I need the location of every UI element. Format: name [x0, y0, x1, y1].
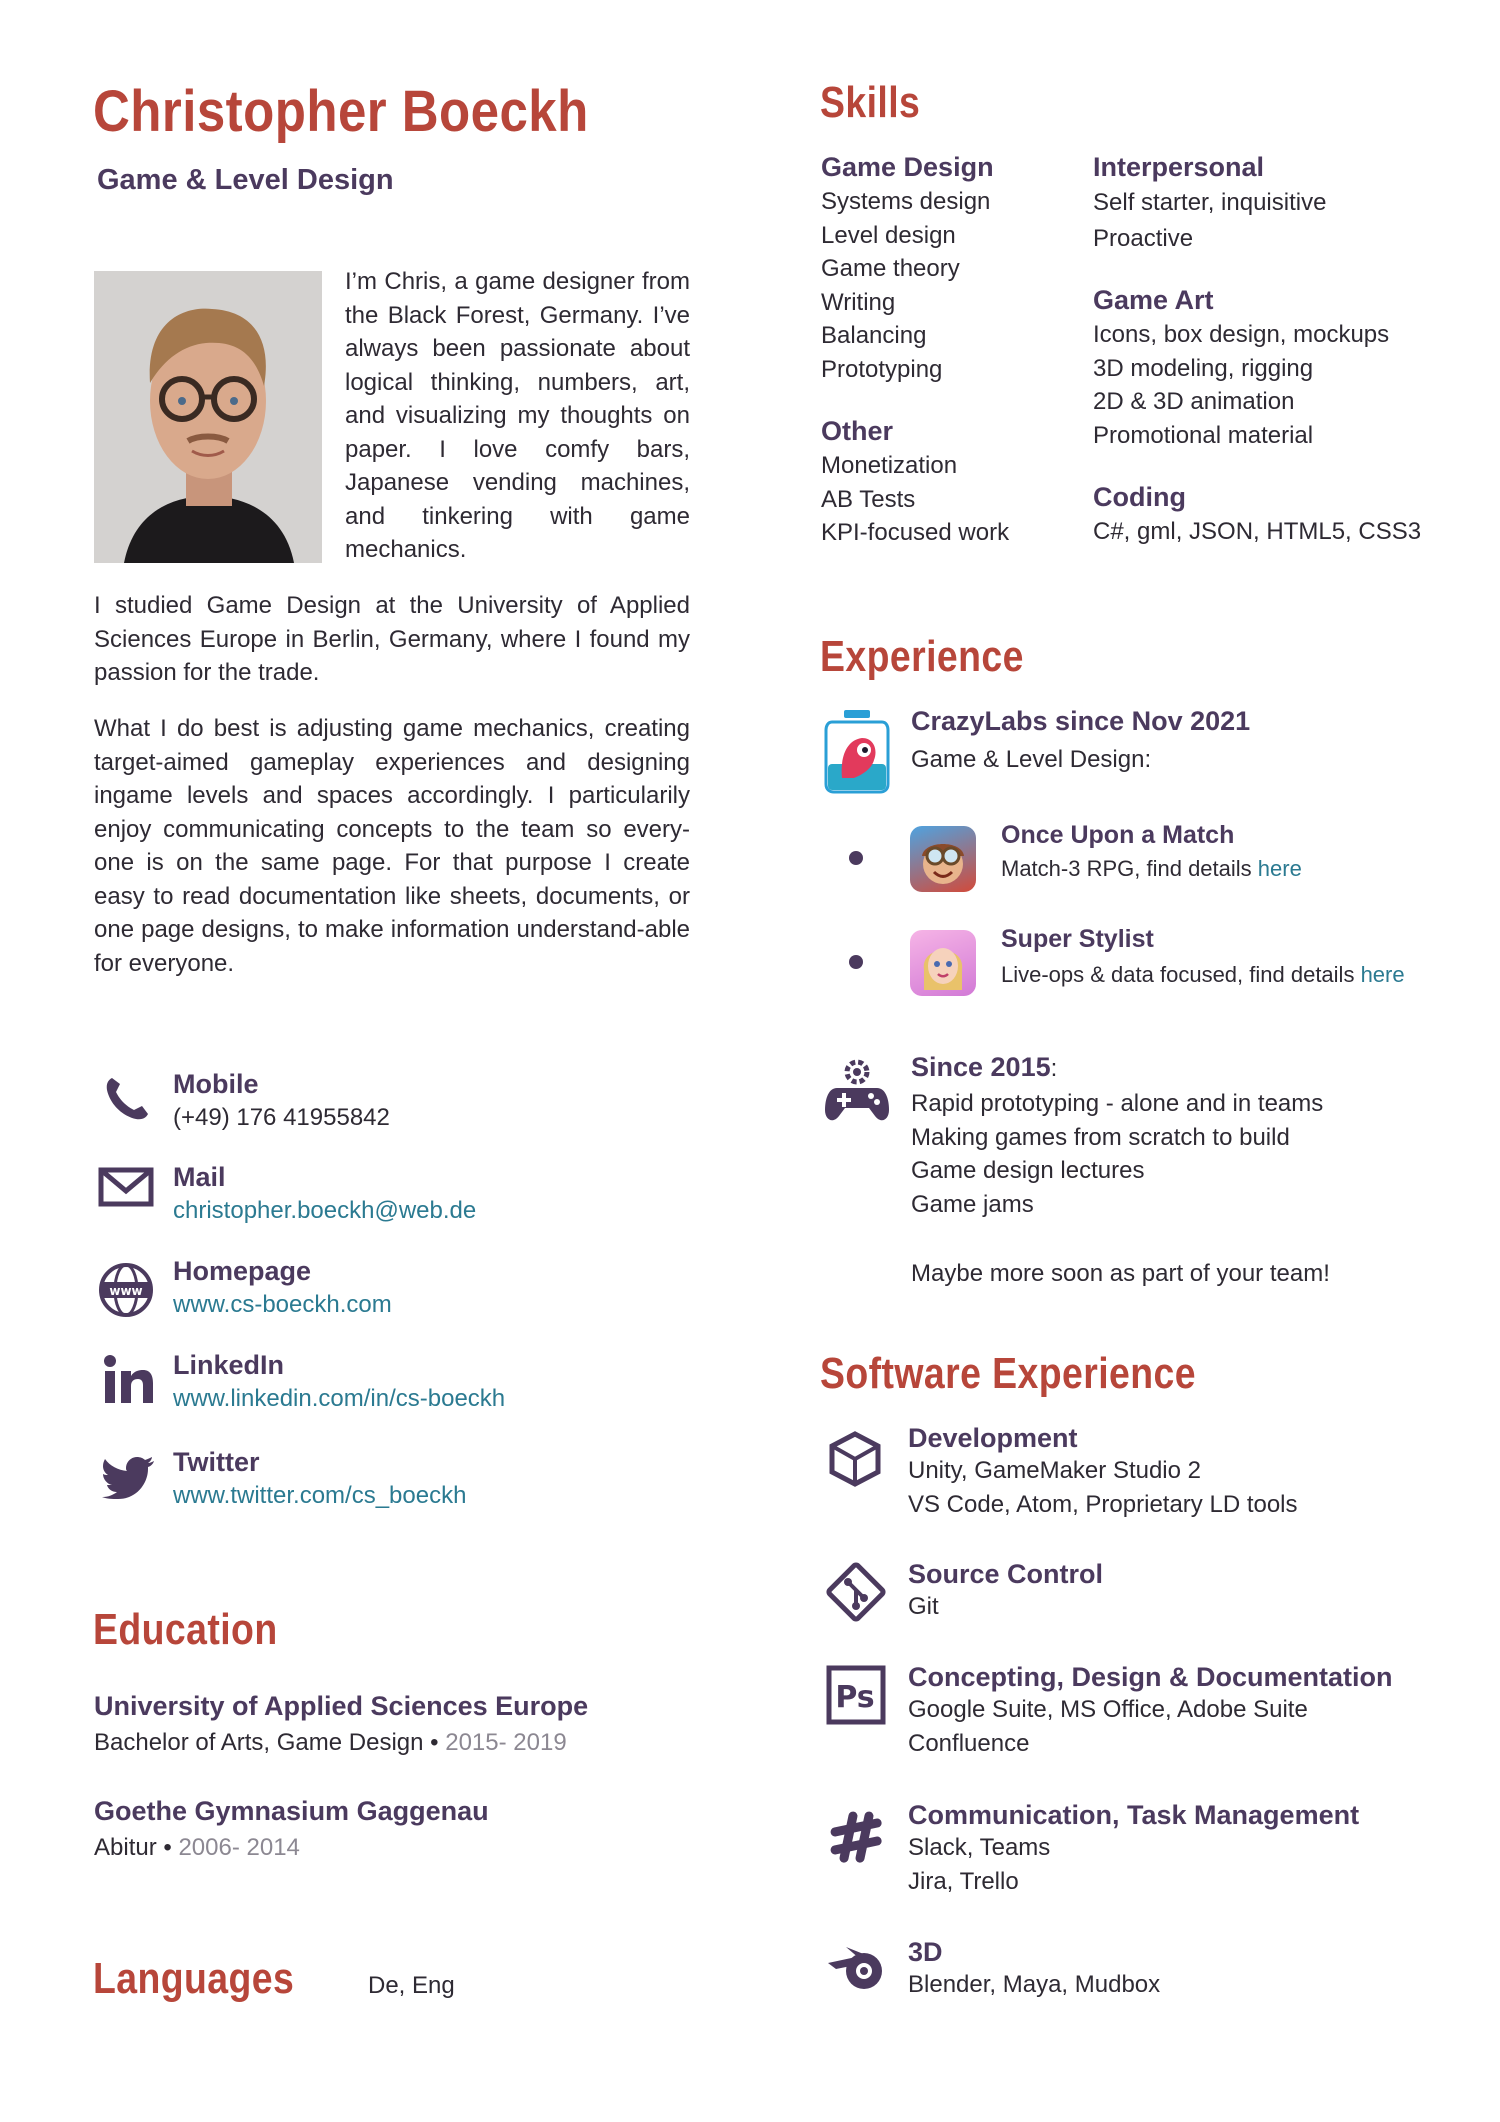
- software-group-title: Concepting, Design & Documentation: [908, 1662, 1393, 1692]
- software-group: [908, 1800, 1359, 1898]
- skills-game-design: [821, 152, 994, 386]
- twitter-icon: [102, 1455, 156, 1499]
- skill-item: Systems design: [821, 188, 991, 215]
- contact-label-homepage: Homepage: [173, 1256, 312, 1286]
- skill-item: 3D modeling, rigging: [1093, 354, 1314, 382]
- experience-company-role: Game & Level Design:: [911, 746, 1152, 773]
- software-line: VS Code, Atom, Proprietary LD tools: [908, 1490, 1298, 1518]
- contact-twitter-link[interactable]: www.twitter.com/cs_boeckh: [173, 1482, 467, 1509]
- svg-text:www: www: [109, 1284, 143, 1298]
- software-group: [908, 1937, 1160, 2002]
- contact-label-mobile: Mobile: [173, 1069, 259, 1099]
- skill-item: Writing: [821, 288, 896, 316]
- gamepad-gear-icon: [823, 1058, 891, 1126]
- skills-group-title: Other: [821, 416, 894, 446]
- education-separator: •: [163, 1834, 172, 1861]
- profile-photo: [94, 271, 322, 563]
- skill-item: Level design: [821, 221, 956, 249]
- since-colon: :: [1050, 1055, 1058, 1082]
- linkedin-icon: [103, 1355, 155, 1407]
- experience-note: Maybe more soon as part of your team!: [911, 1260, 1330, 1287]
- game-description: Match-3 RPG, find details: [1001, 856, 1258, 881]
- skill-item: Icons, box design, mockups: [1093, 321, 1390, 348]
- software-group: [908, 1423, 1298, 1521]
- software-group-title: Communication, Task Management: [908, 1800, 1360, 1830]
- skill-item: 2D & 3D animation: [1093, 388, 1295, 415]
- education-separator: •: [430, 1729, 439, 1756]
- skill-item: Proactive: [1093, 225, 1194, 252]
- role-subtitle: Game & Level Design: [97, 164, 394, 196]
- git-icon: [826, 1562, 886, 1622]
- slack-icon: [826, 1807, 886, 1867]
- software-line: Confluence: [908, 1729, 1030, 1757]
- game-description: Live-ops & data focused, find details: [1001, 962, 1361, 987]
- page-title: Christopher Boeckh: [93, 79, 589, 144]
- experience-heading: Experience: [820, 632, 1024, 681]
- skills-other: [821, 416, 1009, 550]
- contact-homepage-link[interactable]: www.cs-boeckh.com: [173, 1291, 392, 1318]
- software-group: [908, 1559, 1103, 1624]
- photoshop-icon: [826, 1665, 886, 1725]
- mail-icon: [98, 1167, 154, 1207]
- since-item: Rapid prototyping - alone and in teams: [911, 1090, 1324, 1117]
- skill-item: Promotional material: [1093, 421, 1314, 449]
- skills-group-title: Coding: [1093, 482, 1186, 512]
- crazylabs-logo-icon: [824, 708, 890, 794]
- skill-item: Prototyping: [821, 355, 943, 383]
- software-group-title: 3D: [908, 1937, 943, 1967]
- software-line: Unity, GameMaker Studio 2: [908, 1457, 1202, 1484]
- education-degree: Bachelor of Arts, Game Design: [94, 1729, 424, 1756]
- skills-group-title: Game Art: [1093, 285, 1214, 315]
- game-details-link[interactable]: here: [1257, 856, 1302, 881]
- blender-icon: [826, 1943, 888, 1993]
- unity-icon: [826, 1430, 884, 1488]
- software-line: Google Suite, MS Office, Adobe Suite: [908, 1696, 1308, 1723]
- skill-item: C#, gml, JSON, HTML5, CSS3: [1093, 518, 1422, 545]
- software-line: Slack, Teams: [908, 1834, 1051, 1861]
- education-entry: [94, 1691, 588, 1760]
- about-best: What I do best is adjusting game mechanics, creating target-aimed gameplay experiences and designing ingame levels and spaces accordingly. I particularily enjoy communicating concepts to the team so every-one is on the same page. For that purpose I create easy to read documentation like sheets, documents, or one page designs, to make information understand-able for everyone.: [94, 715, 690, 977]
- bullet-icon: [849, 851, 863, 865]
- software-heading: Software Experience: [820, 1349, 1197, 1398]
- software-line: Jira, Trello: [908, 1867, 1019, 1895]
- bullet-icon: [849, 955, 863, 969]
- phone-icon: [100, 1072, 154, 1126]
- super-stylist-app-icon: [910, 930, 976, 996]
- about-study: I studied Game Design at the University of Applied Sciences Europe in Berlin, Germany, where I found my passion for the trade.: [94, 592, 690, 686]
- contact-label-twitter: Twitter: [173, 1447, 260, 1477]
- since-item: Making games from scratch to build: [911, 1123, 1290, 1151]
- svg-text:Ps: Ps: [835, 1680, 875, 1715]
- contact-linkedin-link[interactable]: www.linkedin.com/in/cs-boeckh: [173, 1385, 506, 1412]
- skill-item: KPI-focused work: [821, 519, 1010, 546]
- education-heading: Education: [93, 1605, 278, 1654]
- skill-item: Self starter, inquisitive: [1093, 189, 1327, 216]
- contact-mail-link[interactable]: christopher.boeckh@web.de: [173, 1197, 477, 1224]
- education-years: 2006- 2014: [178, 1834, 300, 1861]
- software-group-title: Source Control: [908, 1559, 1104, 1589]
- education-years: 2015- 2019: [445, 1729, 567, 1756]
- education-school: University of Applied Sciences Europe: [94, 1691, 589, 1721]
- education-entry: [94, 1796, 489, 1865]
- software-group: [908, 1662, 1393, 1760]
- globe-icon: [97, 1261, 155, 1319]
- software-group-title: Development: [908, 1423, 1078, 1453]
- software-line: Git: [908, 1593, 939, 1620]
- game-details-link[interactable]: here: [1360, 962, 1405, 987]
- skills-coding: [1093, 482, 1421, 549]
- experience-company: CrazyLabs since Nov 2021: [911, 706, 1251, 736]
- languages-value: De, Eng: [368, 1972, 455, 1999]
- about-intro: I’m Chris, a game designer from the Black Forest, Germany. I’ve always been passionate about logical thinking, numbers, art, and visualizing my thoughts on paper. I love comfy bars, Japanese vending machines, and tinkering with game mechanics.: [345, 268, 690, 563]
- game-title: Once Upon a Match: [1001, 821, 1235, 849]
- skill-item: AB Tests: [821, 485, 916, 513]
- skill-item: Monetization: [821, 452, 958, 479]
- contact-mobile[interactable]: (+49) 176 41955842: [173, 1104, 390, 1131]
- once-upon-a-match-app-icon: [910, 826, 976, 892]
- skills-heading: Skills: [820, 78, 921, 127]
- education-degree: Abitur: [94, 1834, 157, 1861]
- contact-label-linkedin: LinkedIn: [173, 1350, 285, 1380]
- skill-item: Balancing: [821, 322, 927, 349]
- game-title: Super Stylist: [1001, 925, 1154, 953]
- skills-group-title: Game Design: [821, 152, 994, 182]
- software-line: Blender, Maya, Mudbox: [908, 1971, 1161, 1998]
- skills-game-art: [1093, 285, 1389, 452]
- skills-group-title: Interpersonal: [1093, 152, 1265, 182]
- education-school: Goethe Gymnasium Gaggenau: [94, 1796, 489, 1826]
- skill-item: Game theory: [821, 255, 960, 282]
- since-item: Game jams: [911, 1190, 1034, 1218]
- since-list: [911, 1087, 1323, 1221]
- since-item: Game design lectures: [911, 1157, 1145, 1184]
- languages-heading: Languages: [93, 1954, 295, 2003]
- skills-interpersonal: [1093, 152, 1326, 257]
- since-title: Since 2015: [911, 1052, 1051, 1082]
- contact-label-mail: Mail: [173, 1162, 226, 1192]
